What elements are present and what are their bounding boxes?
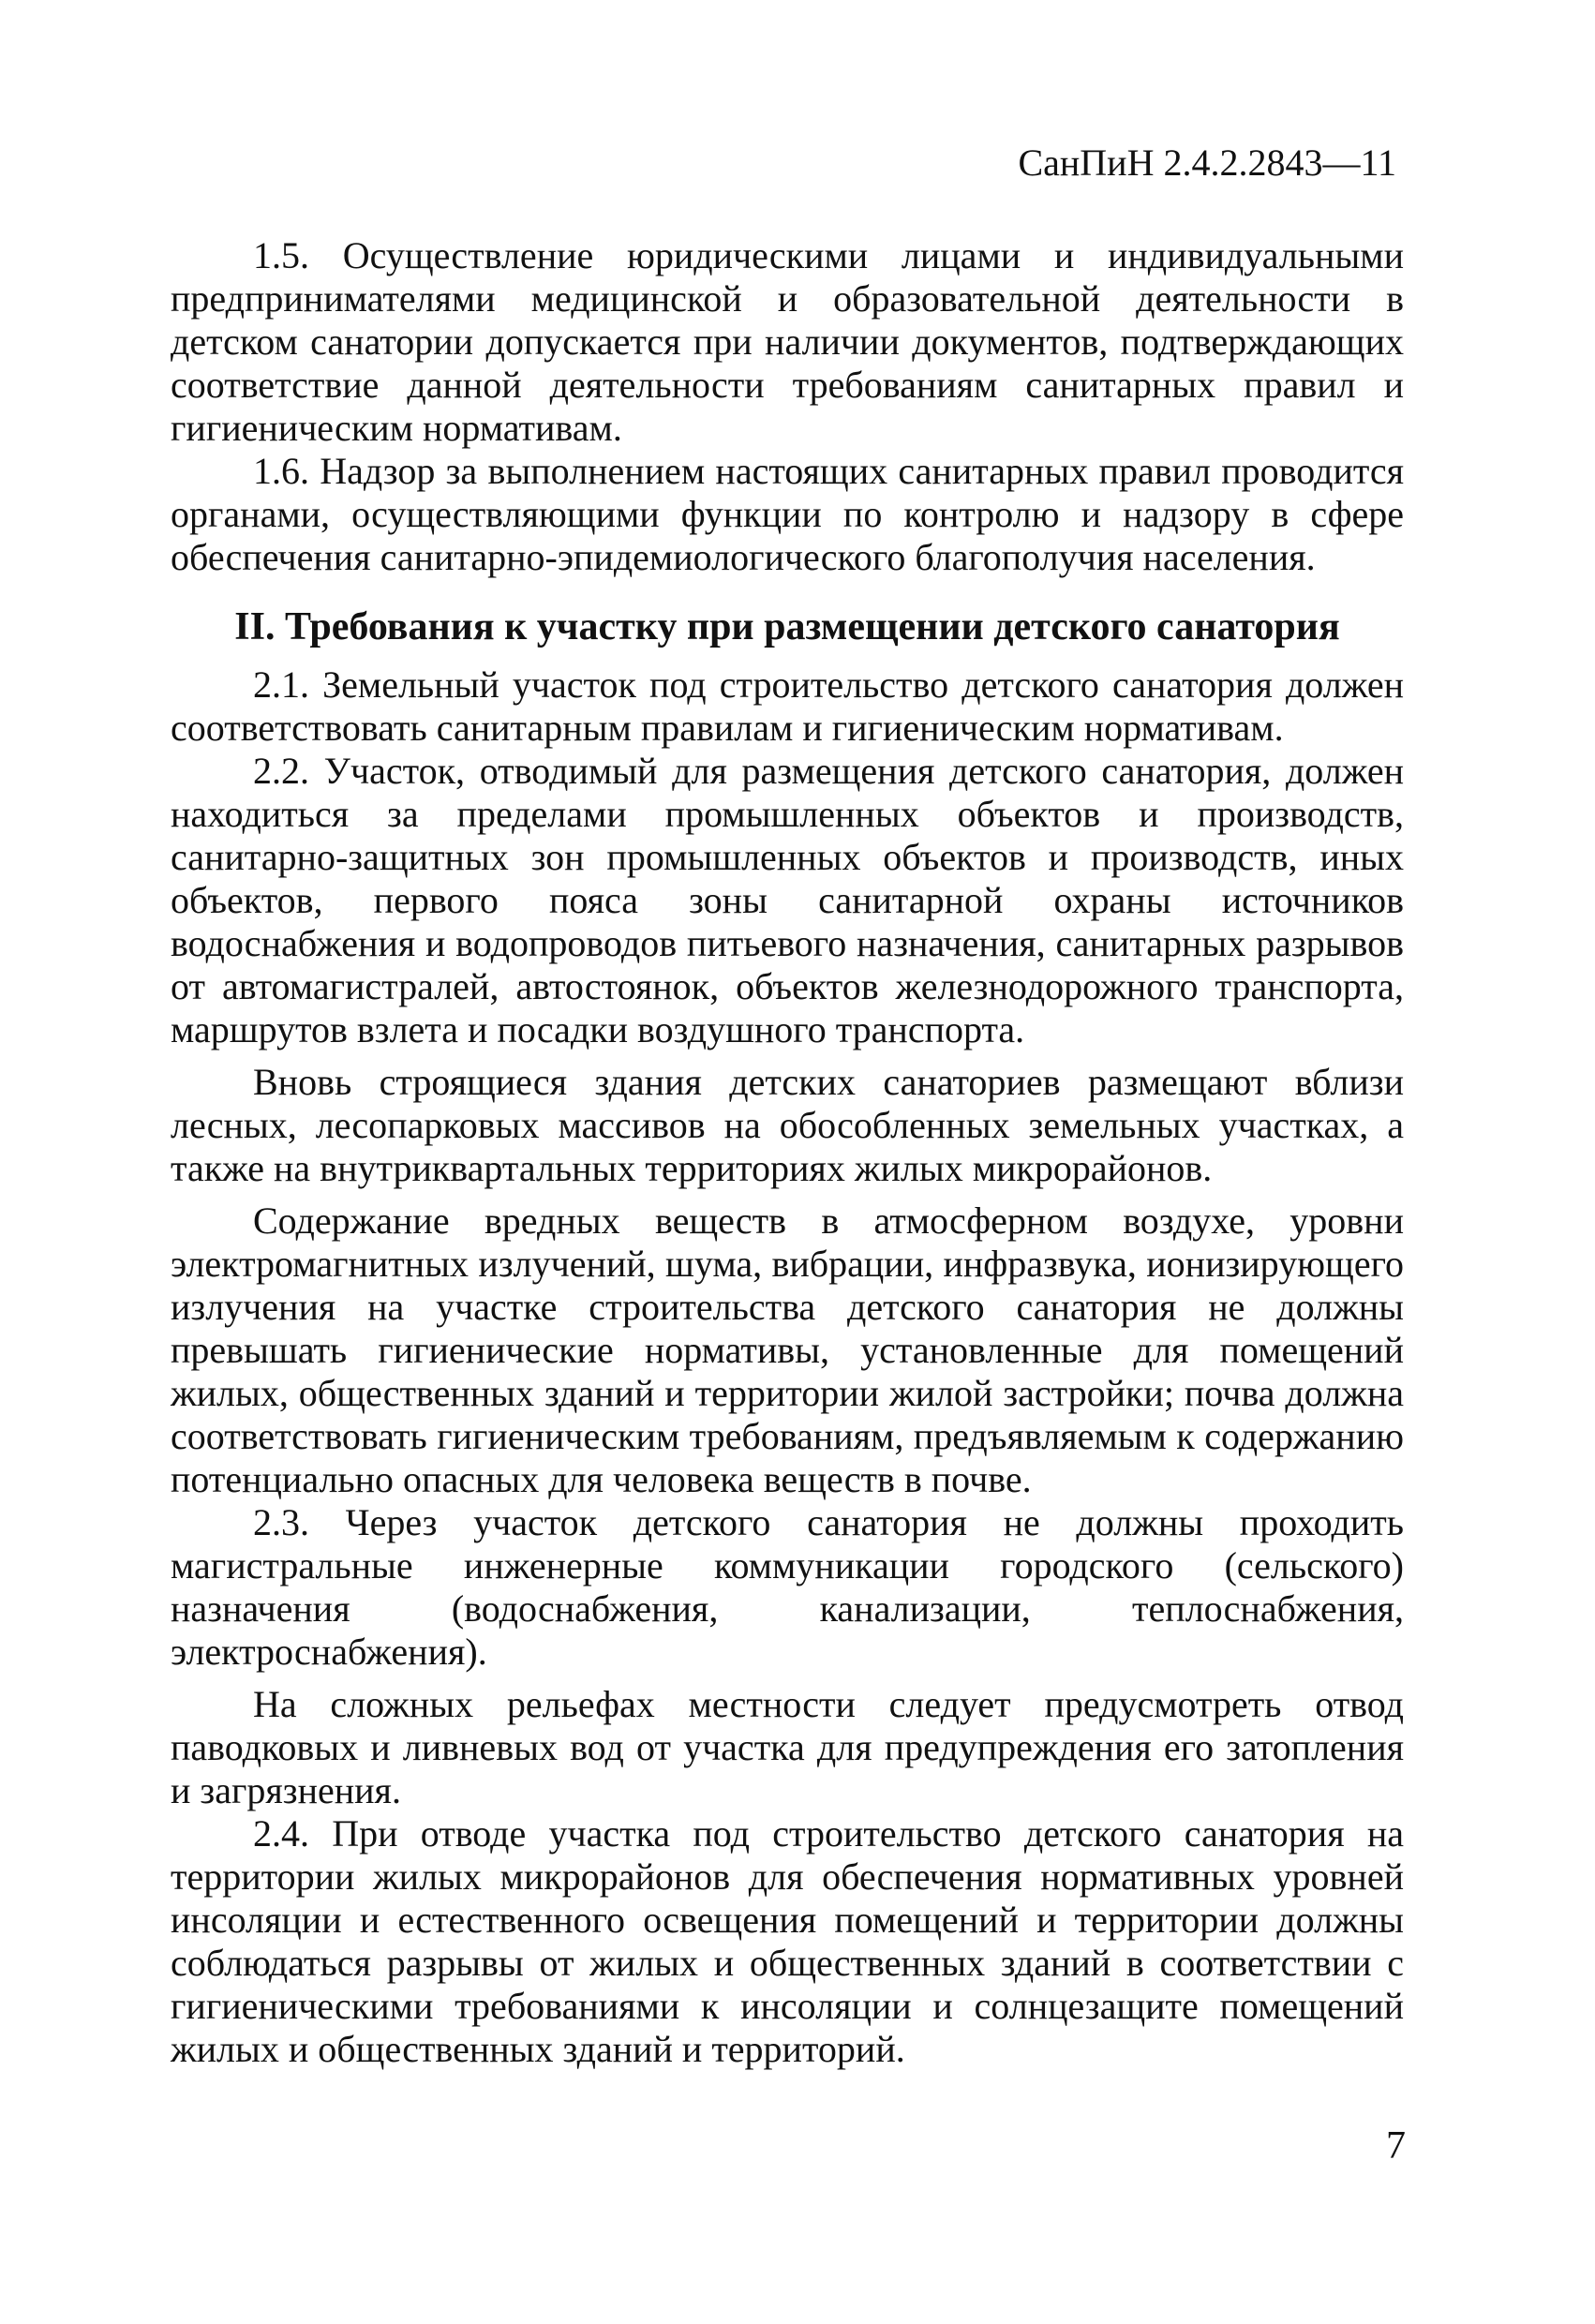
paragraph-2-1: 2.1. Земельный участок под строительство детского санатория должен соответствовать санитарным правилам и гигиеническим нормативам. bbox=[171, 663, 1404, 749]
document-code-header: СанПиН 2.4.2.2843—11 bbox=[1018, 142, 1396, 184]
paragraph-harmful-substances: Содержание вредных веществ в атмосферном воздухе, уровни электромагнитных излучений, шума, вибрации, инфразвука, ионизирующего излучения на участке строительства детского санатория не должны превышать гигиенические нормативы, установленные для помещений жилых, общественных зданий и территории жилой застройки; почва должна соответствовать гигиеническим требованиям, предъявляемым к содержанию потенциально опасных для человека веществ в почве. bbox=[171, 1199, 1404, 1500]
paragraph-2-2: 2.2. Участок, отводимый для размещения детского санатория, должен находиться за пределами промышленных объектов и производств, санитарно-защитных зон промышленных объектов и производств, иных объектов, первого пояса зоны санитарной охраны источников водоснабжения и водопроводов питьевого назначения, санитарных разрывов от автомагистралей, автостоянок, объектов железнодорожного транспорта, маршрутов взлета и посадки воздушного транспорта. bbox=[171, 750, 1404, 1050]
page-body bbox=[171, 234, 1404, 2071]
paragraph-relief-drainage: На сложных рельефах местности следует предусмотреть отвод паводковых и ливневых вод от участка для предупреждения его затопления и загрязнения. bbox=[171, 1683, 1404, 1811]
paragraph-2-3: 2.3. Через участок детского санатория не должны проходить магистральные инженерные коммуникации городского (сельского) назначения (водоснабжения, канализации, теплоснабжения, электроснабжения). bbox=[171, 1501, 1404, 1673]
section-heading: II. Требования к участку при размещении детского санатория bbox=[234, 605, 1340, 648]
paragraph-1-5: 1.5. Осуществление юридическими лицами и индивидуальными предпринимателями медицинской и образовательной деятельности в детском санатории допускается при наличии документов, подтверждающих соответствие данной деятельности требованиям санитарных правил и гигиеническим нормативам. bbox=[171, 234, 1404, 449]
paragraph-2-4: 2.4. При отводе участка под строительство детского санатория на территории жилых микрорайонов для обеспечения нормативных уровней инсоляции и естественного освещения помещений и территории должны соблюдаться разрывы от жилых и общественных зданий в соответствии с гигиеническими требованиями к инсоляции и солнцезащите помещений жилых и общественных зданий и территорий. bbox=[171, 1812, 1404, 2070]
paragraph-1-6: 1.6. Надзор за выполнением настоящих санитарных правил проводится органами, осуществляющими функции по контролю и надзору в сфере обеспечения санитарно-эпидемиологического благополучия населения. bbox=[171, 450, 1404, 578]
page-number: 7 bbox=[1386, 2124, 1406, 2168]
paragraph-new-buildings: Вновь строящиеся здания детских санаториев размещают вблизи лесных, лесопарковых массивов на обособленных земельных участках, а также на внутриквартальных территориях жилых микрорайонов. bbox=[171, 1061, 1404, 1189]
